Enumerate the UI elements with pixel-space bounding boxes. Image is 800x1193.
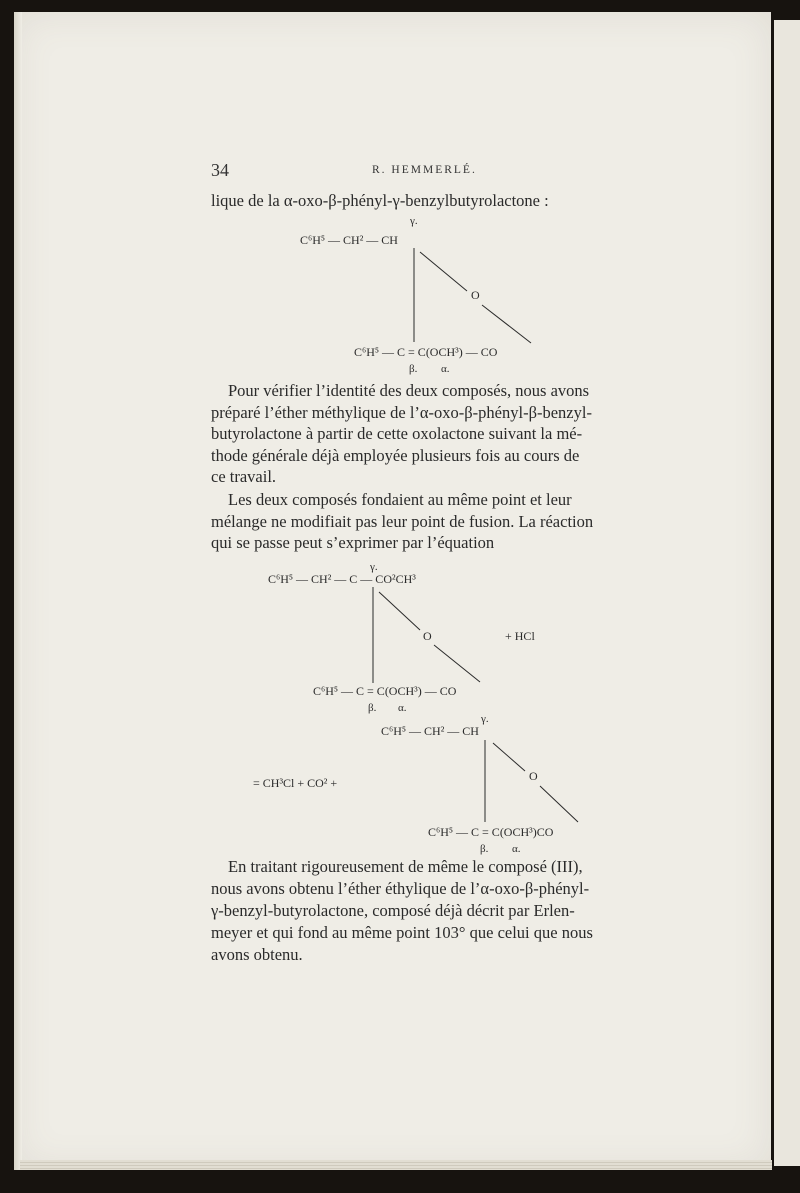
- formula1-beta: β.: [409, 363, 418, 375]
- text-line: γ-benzyl-butyrolactone, composé déjà décrit par Erlen-: [211, 901, 575, 920]
- text-line: En traitant rigoureusement de même le composé (III),: [228, 857, 583, 876]
- formula3-bottom: C⁶H⁵ — C = C(OCH³)CO: [428, 825, 554, 839]
- text-line: meyer et qui fond au même point 103° que celui que nous: [211, 923, 593, 942]
- formula3-top: C⁶H⁵ — CH² — CH: [381, 724, 479, 738]
- formula2-oxygen: O: [423, 629, 432, 643]
- formula1-bottom: C⁶H⁵ — C = C(OCH³) — CO: [354, 345, 498, 359]
- formula1-top: C⁶H⁵ — CH² — CH: [300, 233, 398, 247]
- formula2-top: C⁶H⁵ — CH² — C — CO²CH³: [268, 572, 416, 586]
- running-header-author: R. HEMMERLÉ.: [372, 164, 477, 176]
- formula3-lower-diagonal: [540, 786, 578, 822]
- formula1-upper-diagonal: [420, 252, 467, 291]
- formula3-alpha: α.: [512, 843, 521, 855]
- formula3-beta: β.: [480, 843, 489, 855]
- formula3-gamma: γ.: [481, 713, 489, 725]
- text-line: qui se passe peut s’exprimer par l’équation: [211, 533, 495, 552]
- paragraph-3: [211, 856, 593, 966]
- text-line: ce travail.: [211, 467, 277, 486]
- text-line: butyrolactone à partir de cette oxolactone suivant la mé-: [211, 424, 583, 443]
- text-line: nous avons obtenu l’éther éthylique de l’α-oxo-β-phényl-: [211, 879, 590, 898]
- text-line: thode générale déjà employée plusieurs fois au cours de: [211, 445, 580, 465]
- text-line: mélange ne modifiait pas leur point de fusion. La réaction: [211, 511, 594, 531]
- formula3-upper-diagonal: [493, 743, 525, 771]
- formula1-alpha: α.: [441, 363, 450, 375]
- formula1-oxygen: O: [471, 288, 480, 302]
- formula2-gamma: γ.: [370, 561, 378, 573]
- text-line: préparé l’éther méthylique de l’α-oxo-β-phényl-β-benzyl-: [211, 402, 592, 422]
- formula1-lower-diagonal: [482, 305, 531, 343]
- formula3-oxygen: O: [529, 769, 538, 783]
- text-line: lique de la α-oxo-β-phényl-γ-benzylbutyrolactone :: [211, 191, 549, 210]
- text-line: avons obtenu.: [211, 945, 303, 964]
- formula2-plus-hcl: + HCl: [505, 629, 535, 643]
- formula2-beta: β.: [368, 702, 377, 714]
- formula2-upper-diagonal: [379, 592, 420, 630]
- formula2-alpha: α.: [398, 702, 407, 714]
- formula3-lhs: = CH³Cl + CO² +: [253, 776, 338, 790]
- text-line: Pour vérifier l’identité des deux composés, nous avons: [228, 381, 590, 400]
- text-line: Les deux composés fondaient au même point et leur: [228, 490, 572, 509]
- formula1-gamma: γ.: [410, 215, 418, 227]
- page-number: 34: [211, 160, 229, 180]
- formula2-lower-diagonal: [434, 645, 480, 682]
- formula2-bottom: C⁶H⁵ — C = C(OCH³) — CO: [313, 684, 457, 698]
